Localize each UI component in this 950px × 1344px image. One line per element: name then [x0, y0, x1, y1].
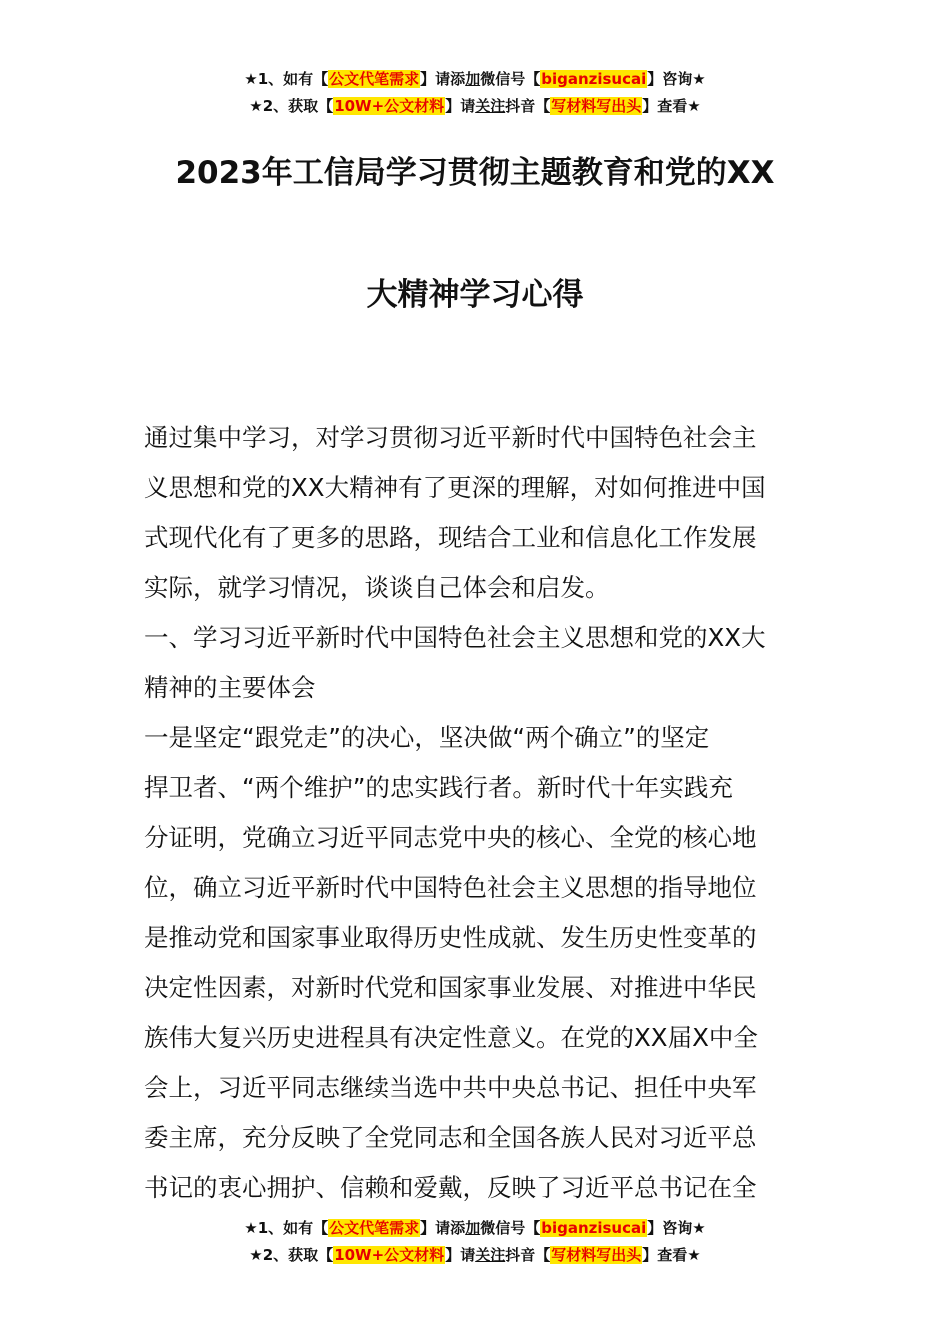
- promo-highlight: biganzisucai: [541, 70, 647, 88]
- promo-text: 抖音【: [505, 97, 551, 115]
- promo-prefix: ★2、获取【: [249, 97, 334, 115]
- promo-text: 微信号【: [480, 1219, 541, 1237]
- body-line: 分证明，党确立习近平同志党中央的核心、全党的核心地: [144, 823, 757, 852]
- document-title-line-2: 大精神学习心得: [366, 277, 584, 313]
- promo-text: 】请: [445, 1246, 476, 1264]
- document-title-line-1: 2023年工信局学习贯彻主题教育和党的XX: [175, 155, 775, 191]
- promo-highlight: 公文代笔需求: [329, 1219, 420, 1237]
- promo-emphasis: 加: [465, 70, 481, 88]
- promo-prefix: ★2、获取【: [249, 1246, 334, 1264]
- promo-text: 】请添: [420, 70, 466, 88]
- promo-line-2: [0, 1242, 950, 1269]
- section-heading-line: 一、学习习近平新时代中国特色社会主义思想和党的XX大: [144, 623, 766, 652]
- section-heading-line: 精神的主要体会: [144, 673, 316, 702]
- promo-text: 抖音【: [505, 1246, 551, 1264]
- promo-line-1: [0, 1215, 950, 1242]
- promo-text: 微信号【: [480, 70, 541, 88]
- body-line: 是推动党和国家事业取得历史性成就、发生历史性变革的: [144, 923, 757, 952]
- promo-highlight: 公文代笔需求: [329, 70, 420, 88]
- body-line: 捍卫者、“两个维护”的忠实践行者。新时代十年实践充: [144, 773, 733, 802]
- promo-highlight: 10W+公文材料: [334, 97, 445, 115]
- promo-suffix: 】查看★: [642, 97, 701, 115]
- body-line: 决定性因素，对新时代党和国家事业发展、对推进中华民: [144, 973, 757, 1002]
- promo-suffix: 】咨询★: [647, 70, 706, 88]
- promo-banner-top: [0, 66, 950, 120]
- promo-highlight: 写材料写出头: [551, 97, 642, 115]
- promo-suffix: 】咨询★: [647, 1219, 706, 1237]
- promo-highlight: 写材料写出头: [551, 1246, 642, 1264]
- promo-emphasis: 加: [465, 1219, 481, 1237]
- body-line: 会上，习近平同志继续当选中共中央总书记、担任中央军: [144, 1073, 757, 1102]
- body-line: 通过集中学习，对学习贯彻习近平新时代中国特色社会主: [144, 423, 757, 452]
- body-line: 一是坚定“跟党走”的决心，坚决做“两个确立”的坚定: [144, 723, 710, 752]
- body-line: 义思想和党的XX大精神有了更深的理解，对如何推进中国: [144, 473, 766, 502]
- body-line: 族伟大复兴历史进程具有决定性意义。在党的XX届X中全: [144, 1023, 758, 1052]
- promo-prefix: ★1、如有【: [244, 1219, 329, 1237]
- promo-text: 】请: [445, 97, 476, 115]
- document-body: [144, 413, 808, 1213]
- body-line: 实际，就学习情况，谈谈自己体会和启发。: [144, 573, 610, 602]
- promo-emphasis: 关注: [475, 1246, 506, 1264]
- promo-suffix: 】查看★: [642, 1246, 701, 1264]
- promo-text: 】请添: [420, 1219, 466, 1237]
- body-line: 书记的衷心拥护、信赖和爱戴，反映了习近平总书记在全: [144, 1173, 757, 1202]
- promo-emphasis: 关注: [475, 97, 506, 115]
- body-line: 位，确立习近平新时代中国特色社会主义思想的指导地位: [144, 873, 757, 902]
- promo-highlight: 10W+公文材料: [334, 1246, 445, 1264]
- promo-banner-bottom: [0, 1215, 950, 1269]
- promo-line-2: [0, 93, 950, 120]
- body-line: 委主席，充分反映了全党同志和全国各族人民对习近平总: [144, 1123, 757, 1152]
- body-line: 式现代化有了更多的思路，现结合工业和信息化工作发展: [144, 523, 757, 552]
- promo-prefix: ★1、如有【: [244, 70, 329, 88]
- promo-highlight: biganzisucai: [541, 1219, 647, 1237]
- promo-line-1: [0, 66, 950, 93]
